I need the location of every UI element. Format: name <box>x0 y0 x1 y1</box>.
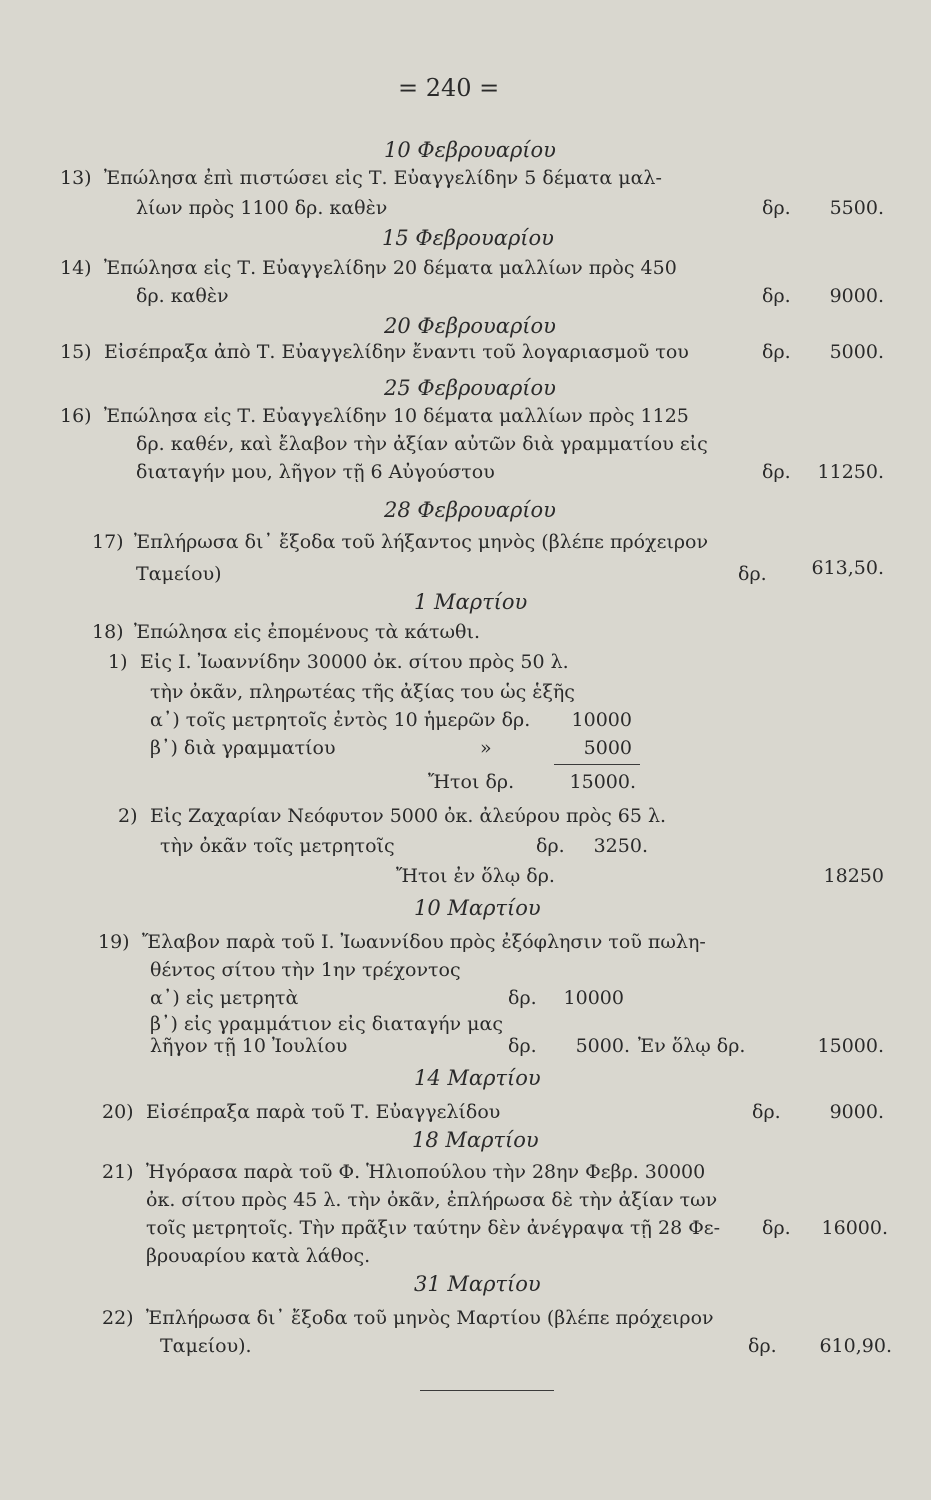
entry-number: 20) <box>102 1101 134 1123</box>
entry-text: Ἐπλήρωσα δι᾽ ἔξοδα τοῦ λήξαντος μηνὸς (βλέπε πρόχειρον <box>134 531 709 553</box>
entry-text: δρ. καθέν, καὶ ἔλαβον τὴν ἀξίαν αὐτῶν διὰ γραμματίου εἰς <box>136 433 708 455</box>
entry-amount: 610,90. <box>819 1335 892 1357</box>
entry-amount: 18250 <box>823 865 884 887</box>
entry-text: Ἔλαβον παρὰ τοῦ Ι. Ἰωαννίδου πρὸς ἐξόφλησιν τοῦ πωλη- <box>142 931 706 953</box>
sub-amount: 3250. <box>593 835 648 857</box>
sub-amount: 5000. <box>575 1035 630 1057</box>
entry-text: Εἰσέπραξα ἀπὸ Τ. Εὐαγγελίδην ἔναντι τοῦ λογαριασμοῦ του <box>104 341 689 363</box>
entry-text: Ἐπώλησα εἰς Τ. Εὐαγγελίδην 10 δέματα μαλλίων πρὸς 1125 <box>104 405 689 427</box>
entry-text: θέντος σίτου τὴν 1ην τρέχοντος <box>150 959 461 981</box>
currency-label: δρ. <box>762 1217 791 1239</box>
entry-amount: 15000. <box>817 1035 884 1057</box>
entry-text: α᾽) εἰς μετρητὰ <box>150 987 299 1009</box>
date-heading: 25 Φεβρουαρίου <box>384 376 556 400</box>
date-heading: 31 Μαρτίου <box>414 1272 541 1296</box>
entry-number: 14) <box>60 257 92 279</box>
date-heading: 20 Φεβρουαρίου <box>384 314 556 338</box>
sub-amount: 10000 <box>571 709 632 731</box>
entry-amount: 9000. <box>829 1101 884 1123</box>
entry-text: α᾽) τοῖς μετρητοῖς ἐντὸς 10 ἡμερῶν δρ. <box>150 709 531 731</box>
entry-number: 17) <box>92 531 124 553</box>
entry-text: Εἰσέπραξα παρὰ τοῦ Τ. Εὐαγγελίδου <box>146 1101 501 1123</box>
entry-text: τοῖς μετρητοῖς. Τὴν πρᾶξιν ταύτην δὲν ἀνέγραψα τῇ 28 Φε- <box>146 1217 721 1239</box>
sub-entry-number: 2) <box>118 805 138 827</box>
entry-text: β᾽) εἰς γραμμάτιον εἰς διαταγήν μας <box>150 1013 503 1035</box>
sub-total: 15000. <box>569 771 636 793</box>
entry-amount: 613,50. <box>811 557 884 579</box>
entry-text: Ἐπώλησα ἐπὶ πιστώσει εἰς Τ. Εὐαγγελίδην 5 δέματα μαλ- <box>104 167 662 189</box>
currency-label: δρ. <box>748 1335 777 1357</box>
entry-text: ὀκ. σίτου πρὸς 45 λ. τὴν ὀκᾶν, ἐπλήρωσα δὲ τὴν ἀξίαν των <box>146 1189 718 1211</box>
entry-text: λῆγον τῇ 10 Ἰουλίου <box>150 1035 348 1057</box>
sub-total-label: Ἤτοι δρ. <box>428 771 515 793</box>
sub-amount: 10000 <box>563 987 624 1009</box>
date-heading: 18 Μαρτίου <box>412 1128 539 1152</box>
entry-number: 22) <box>102 1307 134 1329</box>
entry-amount: 11250. <box>817 461 884 483</box>
sum-rule <box>554 764 640 765</box>
date-heading: 10 Φεβρουαρίου <box>384 138 556 162</box>
sub-entry-number: 1) <box>108 651 128 673</box>
entry-text: τὴν ὀκᾶν τοῖς μετρητοῖς <box>160 835 395 857</box>
currency-label: δρ. <box>752 1101 781 1123</box>
entry-number: 15) <box>60 341 92 363</box>
sub-total-label: Ἤτοι ἐν ὅλῳ δρ. <box>396 865 555 887</box>
date-heading: 10 Μαρτίου <box>414 896 541 920</box>
ditto-mark: » <box>480 737 492 759</box>
entry-text: Ἐπώλησα εἰς ἐπομένους τὰ κάτωθι. <box>134 621 480 643</box>
entry-text: Ταμείου). <box>160 1335 252 1357</box>
entry-text: δρ. καθὲν <box>136 285 229 307</box>
currency-label: δρ. <box>508 987 537 1009</box>
entry-text: τὴν ὀκᾶν, πληρωτέας τῆς ἀξίας του ὡς ἑξῆς <box>150 681 575 703</box>
entry-text: Εἰς Ζαχαρίαν Νεόφυτον 5000 ὀκ. ἀλεύρου πρὸς 65 λ. <box>150 805 667 827</box>
currency-label: δρ. <box>762 341 791 363</box>
entry-number: 13) <box>60 167 92 189</box>
entry-number: 18) <box>92 621 124 643</box>
entry-text: Ταμείου) <box>136 563 222 585</box>
currency-label: δρ. <box>762 197 791 219</box>
entry-text: Ἠγόρασα παρὰ τοῦ Φ. Ἡλιοπούλου τὴν 28ην Φεβρ. 30000 <box>146 1161 706 1183</box>
date-heading: 28 Φεβρουαρίου <box>384 498 556 522</box>
entry-amount: 9000. <box>829 285 884 307</box>
sub-amount: 5000 <box>583 737 632 759</box>
entry-text: βρουαρίου κατὰ λάθος. <box>146 1245 371 1267</box>
currency-label: δρ. <box>508 1035 537 1057</box>
entry-text: διαταγήν μου, λῆγον τῇ 6 Αὐγούστου <box>136 461 495 483</box>
entry-number: 19) <box>98 931 130 953</box>
currency-label: δρ. <box>738 563 767 585</box>
entry-text: Ἐπώλησα εἰς Τ. Εὐαγγελίδην 20 δέματα μαλλίων πρὸς 450 <box>104 257 677 279</box>
entry-text: λίων πρὸς 1100 δρ. καθὲν <box>136 197 388 219</box>
entry-text: Ἐπλήρωσα δι᾽ ἔξοδα τοῦ μηνὸς Μαρτίου (βλέπε πρόχειρον <box>146 1307 714 1329</box>
entry-text: Εἰς Ι. Ἰωαννίδην 30000 ὀκ. σίτου πρὸς 50 λ. <box>140 651 569 673</box>
entry-amount: 16000. <box>821 1217 888 1239</box>
entry-amount: 5500. <box>829 197 884 219</box>
currency-label: δρ. <box>762 461 791 483</box>
entry-number: 21) <box>102 1161 134 1183</box>
page-number: = 240 = <box>398 74 500 102</box>
date-heading: 1 Μαρτίου <box>414 590 528 614</box>
entry-text: β᾽) διὰ γραμματίου <box>150 737 336 759</box>
currency-label: δρ. <box>536 835 565 857</box>
end-rule <box>420 1390 554 1391</box>
date-heading: 15 Φεβρουαρίου <box>382 226 554 250</box>
date-heading: 14 Μαρτίου <box>414 1066 541 1090</box>
entry-amount: 5000. <box>829 341 884 363</box>
currency-label: δρ. <box>762 285 791 307</box>
entry-number: 16) <box>60 405 92 427</box>
sub-total-label: Ἐν ὅλῳ δρ. <box>638 1035 746 1057</box>
